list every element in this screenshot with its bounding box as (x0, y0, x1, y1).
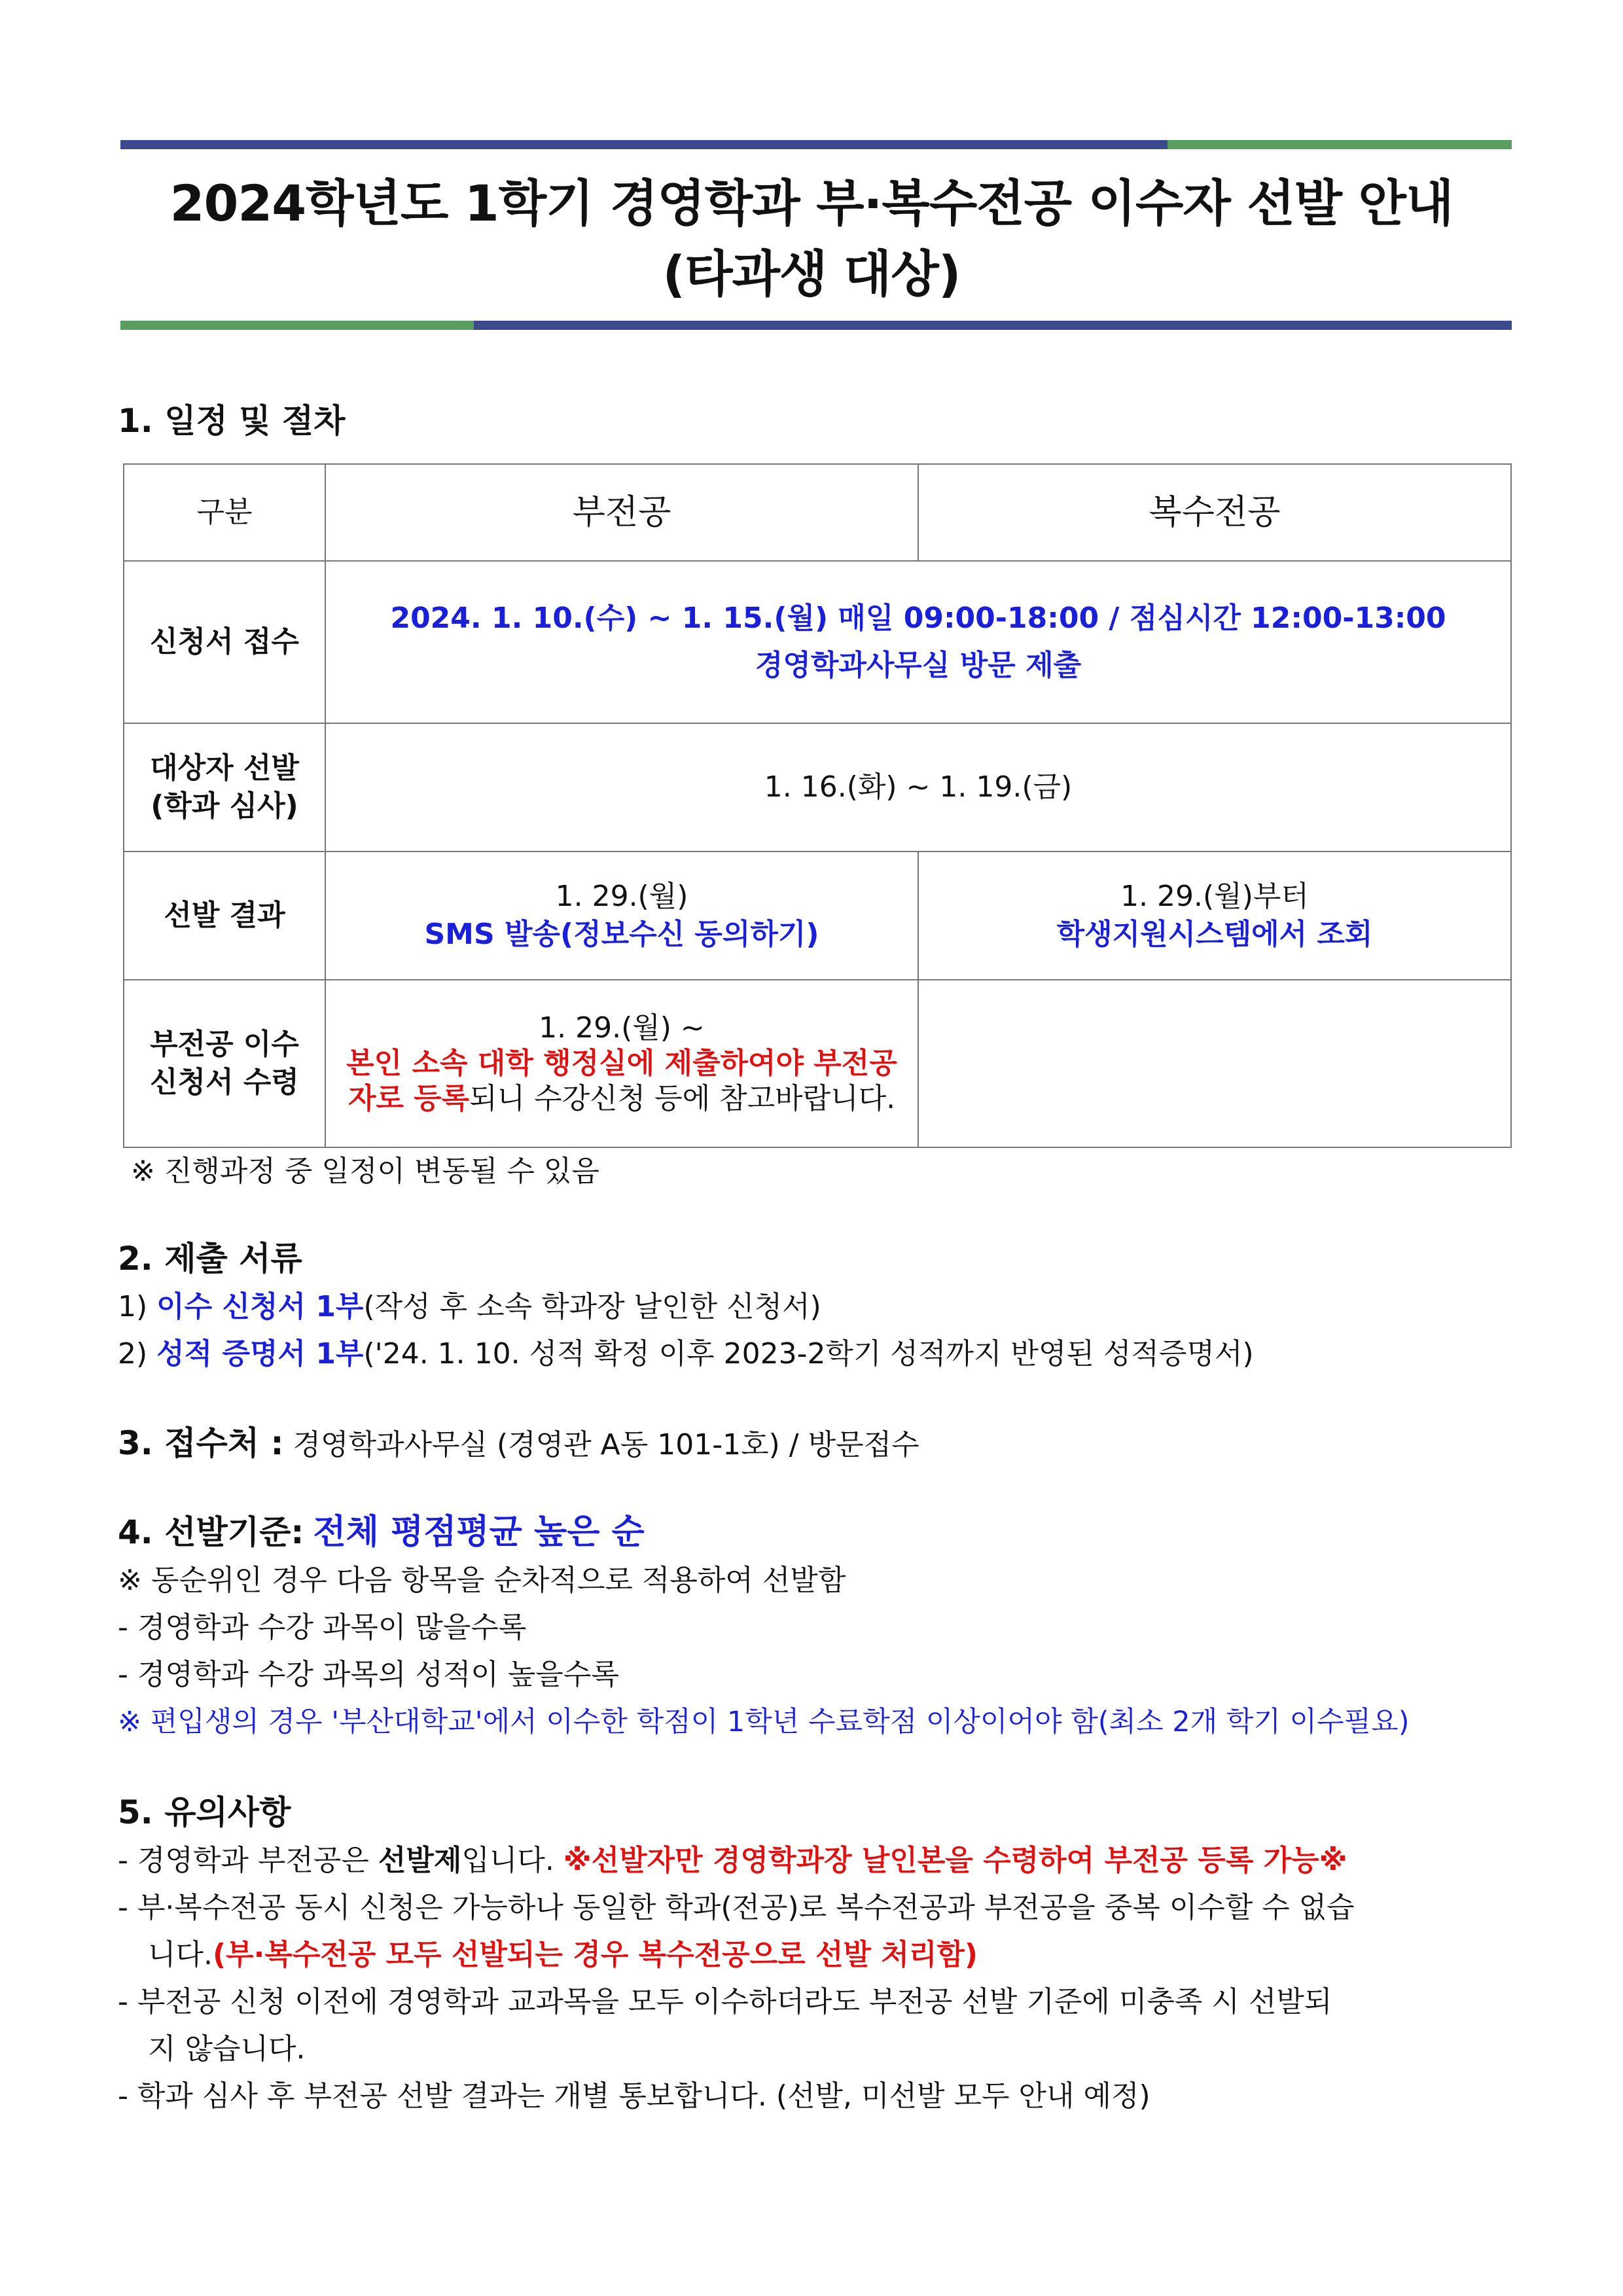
receipt-rest-text: 되니 수강신청 등에 참고바랍니다. (469, 1082, 896, 1115)
notice2-red: (부·복수전공 모두 선발되는 경우 복수전공으로 선발 처리함) (213, 1938, 978, 1971)
page-title-line1: 2024학년도 1학기 경영학과 부·복수전공 이수자 선발 안내 (169, 174, 1454, 232)
section4-line3: - 경영학과 수강 과목의 성적이 높을수록 (118, 1658, 619, 1691)
section3-text: 경영학과사무실 (경영관 A동 101-1호) / 방문접수 (293, 1428, 919, 1462)
section4-heading-line (118, 1509, 645, 1557)
row-label-receipt (124, 980, 325, 1147)
bottom-bar-navy (474, 321, 1512, 330)
application-method: 경영학과사무실 방문 제출 (755, 649, 1082, 682)
minor-result (325, 852, 918, 980)
table-row (124, 464, 1511, 561)
row-label-selection (124, 723, 325, 852)
selection-label-2: (학과 심사) (151, 789, 298, 823)
section4-line2: - 경영학과 수강 과목이 많을수록 (118, 1611, 527, 1644)
table-row (124, 561, 1511, 723)
document-item-1 (118, 1284, 821, 1330)
item2-desc: ('24. 1. 10. 성적 확정 이후 2023-2학기 성적까지 반영된 성적증명서) (363, 1337, 1254, 1371)
header-double-major: 복수전공 (918, 464, 1511, 561)
application-dates: 2024. 1. 10.(수) ~ 1. 15.(월) 매일 09:00-18:00 / 점심시간 12:00-13:00 (390, 601, 1446, 635)
section4-line4: ※ 편입생의 경우 '부산대학교'에서 이수한 학점이 1학년 수료학점 이상이어야 함(최소 2개 학기 이수필요) (118, 1706, 1410, 1738)
application-period (325, 561, 1511, 723)
selection-label-1: 대상자 선발 (150, 751, 299, 785)
item1-desc: (작성 후 소속 학과장 날인한 신청서) (363, 1290, 821, 1323)
notice1-pre: - 경영학과 부전공은 (118, 1844, 378, 1877)
notice1-mid: 입니다. (461, 1844, 563, 1877)
notice1-red: ※선발자만 경영학과장 날인본을 수령하여 부전공 등록 가능※ (563, 1844, 1347, 1877)
receipt-label-1: 부전공 이수 (150, 1028, 299, 1061)
section3-heading: 3. 접수처 : (118, 1424, 284, 1462)
receipt-instruction-1: 본인 소속 대학 행정실에 제출하여야 부전공 (346, 1047, 897, 1080)
table-row (124, 852, 1511, 980)
notice2-text: 니다. (148, 1938, 213, 1971)
section4-heading: 4. 선발기준: (118, 1513, 304, 1551)
double-result-date: 1. 29.(월)부터 (1120, 880, 1309, 913)
header-minor: 부전공 (325, 464, 918, 561)
double-result-method: 학생지원시스템에서 조회 (1056, 918, 1373, 951)
page-title-line2: (타과생 대상) (662, 245, 961, 303)
notice-3-line2: 지 않습니다. (148, 2032, 306, 2066)
schedule-table (123, 463, 1512, 1148)
schedule-note: ※ 진행과정 중 일정이 변동될 수 있음 (131, 1155, 599, 1188)
minor-receipt (325, 980, 918, 1147)
item1-number: 1) (118, 1290, 148, 1323)
document-item-2 (118, 1331, 1254, 1377)
section2-heading: 2. 제출 서류 (118, 1240, 302, 1278)
double-result (918, 852, 1511, 980)
section4-line1: ※ 동순위인 경우 다음 항목을 순차적으로 적용하여 선발함 (118, 1564, 846, 1597)
receipt-register-text: 자로 등록 (348, 1082, 470, 1115)
section3-line (118, 1420, 919, 1468)
table-row (124, 980, 1511, 1147)
receipt-instruction-2 (335, 1081, 908, 1117)
notice-4: - 학과 심사 후 부전공 선발 결과는 개별 통보합니다. (선발, 미선발 모두 안내 예정) (118, 2079, 1150, 2113)
item1-title: 이수 신청서 1부 (156, 1290, 364, 1323)
notice-2-line1: - 부·복수전공 동시 신청은 가능하나 동일한 학과(전공)로 복수전공과 부전공을 중복 이수할 수 없습 (118, 1891, 1355, 1924)
item2-number: 2) (118, 1337, 148, 1371)
notice-1 (118, 1838, 1347, 1884)
row-label-application: 신청서 접수 (124, 561, 325, 723)
notice-2-line2 (148, 1932, 978, 1978)
top-bar-green (1168, 140, 1512, 149)
bottom-bar-green (120, 321, 474, 330)
row-label-result: 선발 결과 (124, 852, 325, 980)
selection-period: 1. 16.(화) ~ 1. 19.(금) (325, 723, 1511, 852)
receipt-date: 1. 29.(월) ~ (539, 1011, 705, 1045)
section4-criterion: 전체 평점평균 높은 순 (313, 1513, 645, 1552)
top-bar-navy (120, 140, 1168, 149)
section1-heading: 1. 일정 및 절차 (118, 402, 346, 440)
notice-3-line1: - 부전공 신청 이전에 경영학과 교과목을 모두 이수하더라도 부전공 선발 기준에 미충족 시 선발되 (118, 1985, 1332, 2018)
item2-title: 성적 증명서 1부 (156, 1337, 364, 1371)
section5-heading: 5. 유의사항 (118, 1793, 291, 1831)
notice1-bold: 선발제 (378, 1844, 462, 1877)
table-row (124, 723, 1511, 852)
double-receipt-empty (918, 980, 1511, 1147)
receipt-label-2: 신청서 수령 (150, 1066, 299, 1099)
minor-result-method: SMS 발송(정보수신 동의하기) (424, 918, 819, 951)
header-category: 구분 (124, 464, 325, 561)
minor-result-date: 1. 29.(월) (555, 880, 688, 913)
